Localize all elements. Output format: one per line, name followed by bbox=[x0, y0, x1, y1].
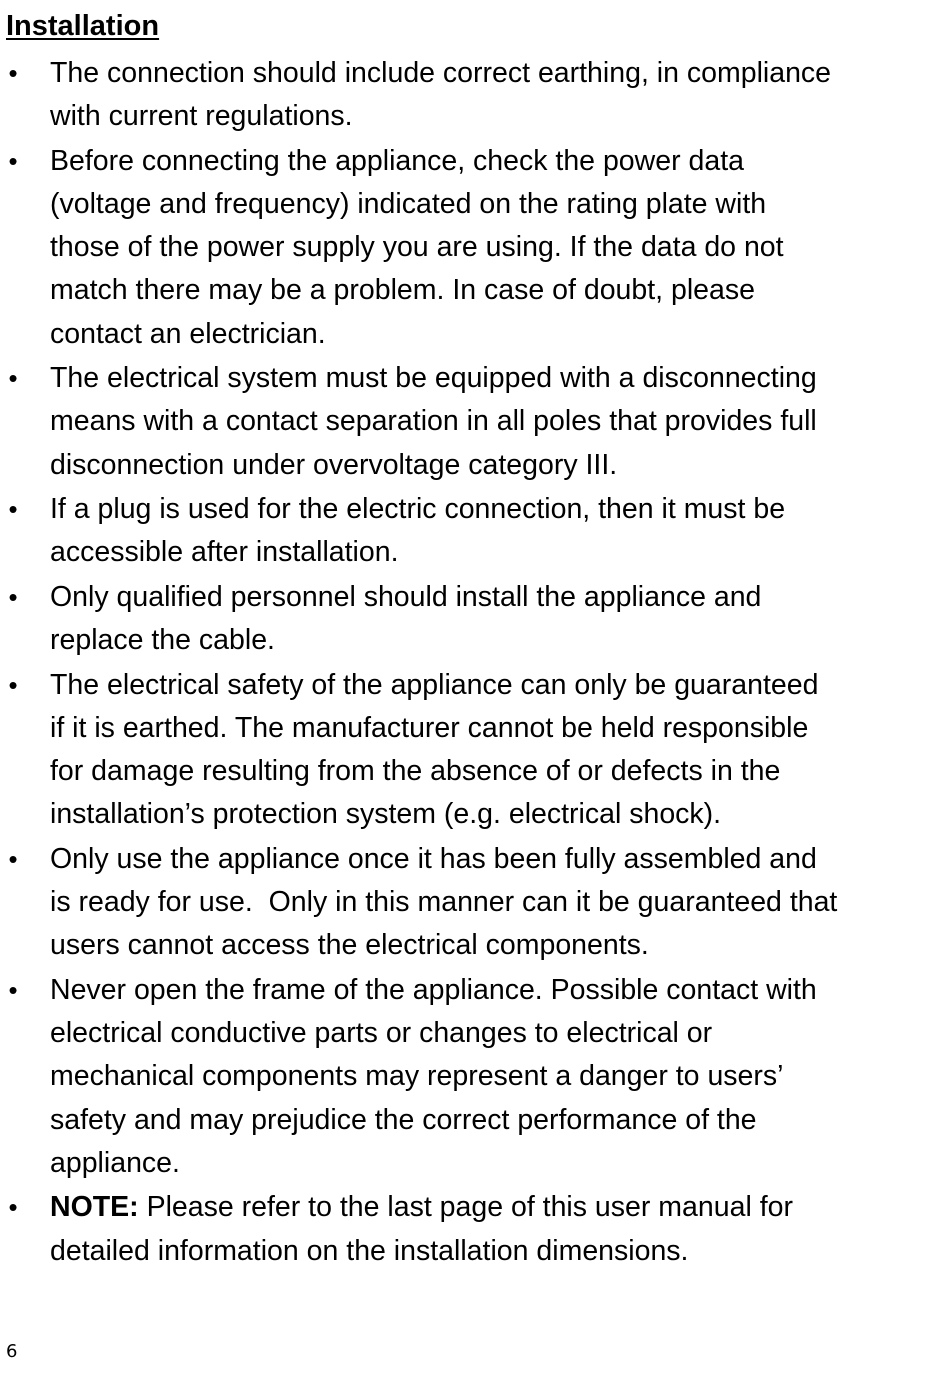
bullet-icon: • bbox=[8, 145, 18, 176]
list-item-line: The electrical system must be equipped with a disconnecting bbox=[50, 362, 817, 395]
list-item-line: disconnection under overvoltage category III. bbox=[50, 448, 618, 481]
list-item-line: if it is earthed. The manufacturer cannot be held responsible bbox=[50, 712, 809, 744]
section-heading: Installation bbox=[6, 10, 160, 42]
list-item-line: mechanical components may represent a danger to users’ bbox=[50, 1060, 784, 1093]
note-list-item bbox=[0, 1186, 950, 1272]
list-item-line: accessible after installation. bbox=[50, 536, 399, 569]
list-item bbox=[0, 576, 950, 662]
list-item-line: is ready for use. Only in this manner can it be guaranteed that bbox=[50, 886, 838, 919]
note-label: NOTE: bbox=[50, 1191, 139, 1224]
list-item bbox=[0, 664, 950, 837]
list-item-line: The connection should include correct earthing, in compliance bbox=[50, 57, 832, 89]
bullet-icon: • bbox=[8, 363, 18, 394]
list-item bbox=[0, 838, 950, 968]
list-item-line: installation’s protection system (e.g. electrical shock). bbox=[50, 798, 722, 831]
page-number: 6 bbox=[6, 1341, 18, 1362]
list-item-line: for damage resulting from the absence of or defects in the bbox=[50, 755, 781, 788]
bullet-icon: • bbox=[8, 58, 18, 88]
note-second-line: detailed information on the installation dimensions. bbox=[50, 1234, 689, 1267]
list-item bbox=[0, 140, 950, 356]
note-first-line bbox=[50, 1186, 946, 1229]
bullet-icon: • bbox=[8, 669, 18, 700]
bullet-icon: • bbox=[8, 844, 18, 874]
list-item-line: Never open the frame of the appliance. Possible contact with bbox=[50, 974, 817, 1006]
list-item-line: The electrical safety of the appliance can only be guaranteed bbox=[50, 668, 819, 701]
list-item-line: contact an electrician. bbox=[50, 317, 326, 350]
list-item-line: replace the cable. bbox=[50, 624, 275, 657]
list-item-line: Only qualified personnel should install the appliance and bbox=[50, 581, 762, 613]
list-item-line: Before connecting the appliance, check the power data bbox=[50, 144, 744, 177]
list-item-line: appliance. bbox=[50, 1146, 180, 1179]
list-item-line: users cannot access the electrical components. bbox=[50, 929, 649, 962]
bullet-icon: • bbox=[8, 582, 18, 612]
bullet-icon: • bbox=[8, 1192, 18, 1223]
installation-bullet-list bbox=[0, 52, 950, 1274]
list-item-line: electrical conductive parts or changes to electrical or bbox=[50, 1017, 713, 1050]
note-text: Please refer to the last page of this user manual for bbox=[138, 1191, 793, 1224]
list-item bbox=[0, 357, 950, 487]
list-item bbox=[0, 488, 950, 574]
list-item-line: means with a contact separation in all poles that provides full bbox=[50, 405, 817, 438]
list-item-line: If a plug is used for the electric connection, then it must be bbox=[50, 493, 786, 526]
list-item-line: (voltage and frequency) indicated on the rating plate with bbox=[50, 188, 767, 220]
list-item-line: those of the power supply you are using. If the data do not bbox=[50, 231, 784, 264]
list-item-line: match there may be a problem. In case of doubt, please bbox=[50, 274, 755, 307]
bullet-icon: • bbox=[8, 975, 18, 1005]
bullet-icon: • bbox=[8, 494, 18, 525]
list-item bbox=[0, 52, 950, 138]
list-item-line: with current regulations. bbox=[50, 100, 353, 133]
list-item bbox=[0, 969, 950, 1185]
list-item-line: safety and may prejudice the correct performance of the bbox=[50, 1103, 757, 1136]
list-item-line: Only use the appliance once it has been fully assembled and bbox=[50, 843, 817, 875]
